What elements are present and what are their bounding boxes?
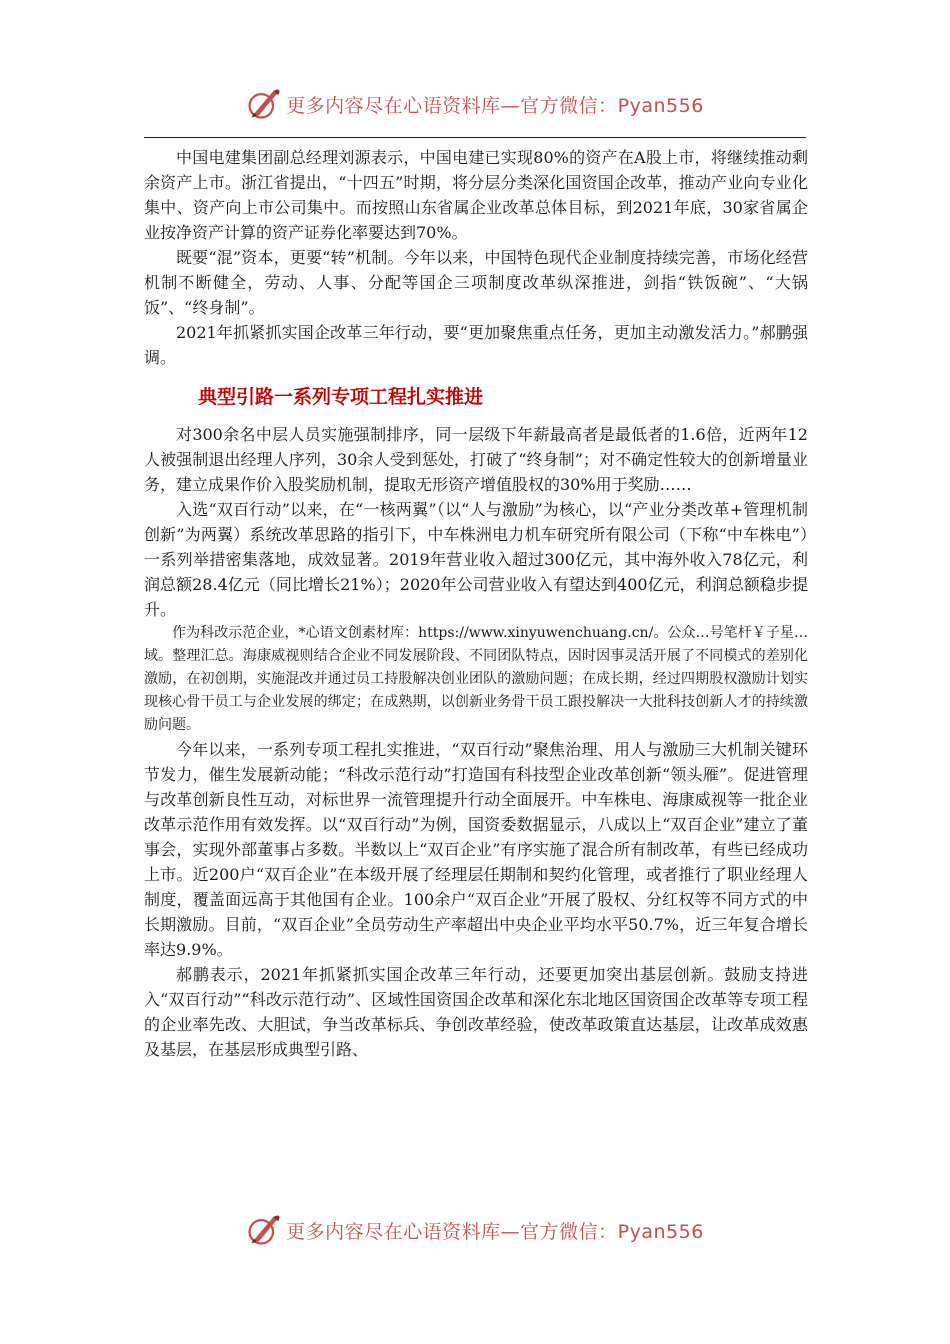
section-heading: 典型引路一系列专项工程扎实推进 bbox=[198, 386, 484, 408]
document-body bbox=[144, 145, 808, 1062]
footer-banner bbox=[0, 1210, 950, 1250]
paragraph: 今年以来，一系列专项工程扎实推进，“双百行动”聚焦治理、用人与激励三大机制关键环节发力，催生发展新动能；“科改示范行动”打造国有科技型企业改革创新“领头雁”。促进管理与改革创新良性互动，对标世界一流管理提升行动全面展开。中车株电、海康威视等一批企业改革示范作用有效发挥。以“双百行动”为例，国资委数据显示，八成以上“双百企业”建立了董事会，实现外部董事占多数。半数以上“双百企业”有序实施了混合所有制改革，有些已经成功上市。近200户“双百企业”在本级开展了经理层任期制和契约化管理，或者推行了职业经理人制度，覆盖面远高于其他国有企业。100余户“双百企业”开展了股权、分红权等不同方式的中长期激励。目前，“双百企业”全员劳动生产率超出中央企业平均水平50.7%，近三年复合增长率达9.9%。 bbox=[144, 740, 808, 959]
header-divider bbox=[144, 137, 806, 138]
paragraph: 既要“混”资本，更要“转”机制。今年以来，中国特色现代企业制度持续完善，市场化经营机制不断健全，劳动、人事、分配等国企三项制度改革纵深推进，剑指“铁饭碗”、“大锅饭”、“终身制”。 bbox=[144, 248, 808, 317]
quill-pen-logo-icon bbox=[246, 86, 282, 122]
paragraph: 2021年抓紧抓实国企改革三年行动，要“更加聚焦重点任务，更加主动激发活力。”郝鹏强调。 bbox=[144, 323, 808, 367]
banner-text: 更多内容尽在心语资料库—官方微信：Pyan556 bbox=[286, 94, 704, 117]
paragraph: 对300余名中层人员实施强制排序，同一层级下年薪最高者是最低者的1.6倍，近两年12人被强制退出经理人序列，30余人受到惩处，打破了“终身制”；对不确定性较大的创新增量业务，建立成果作价入股奖励机制，提取无形资产增值股权的30%用于奖励…… bbox=[144, 425, 808, 494]
paragraph: 郝鹏表示，2021年抓紧抓实国企改革三年行动，还要更加突出基层创新。鼓励支持进入“双百行动”“科改示范行动”、区域性国资国企改革和深化东北地区国资国企改革等专项工程的企业率先改、大胆试，争当改革标兵、争创改革经验，使改革政策直达基层，让改革成效惠及基层，在基层形成典型引路、 bbox=[144, 965, 808, 1059]
paragraph: 中国电建集团副总经理刘源表示，中国电建已实现80%的资产在A股上市，将继续推动剩余资产上市。浙江省提出，“十四五”时期，将分层分类深化国资国企改革，推动产业向专业化集中、资产向上市公司集中。而按照山东省属企业改革总体目标，到2021年底，30家省属企业按净资产计算的资产证券化率要达到70%。 bbox=[144, 148, 808, 242]
quill-pen-logo-icon bbox=[246, 1212, 282, 1248]
paragraph: 入选“双百行动”以来，在“一核两翼”（以“人与激励”为核心，以“产业分类改革+管理机制创新”为两翼）系统改革思路的指引下，中车株洲电力机车研究所有限公司（下称“中车株电”）一系列举措密集落地，成效显著。2019年营业收入超过300亿元，其中海外收入78亿元，利润总额28.4亿元（同比增长21%）；2020年公司营业收入有望达到400亿元，利润总额稳步提升。 bbox=[144, 500, 808, 619]
note-paragraph: 作为科改示范企业，*心语文创素材库：https://www.xinyuwenchuang.cn/。公众…号笔杆￥子星…域。整理汇总。海康威视则结合企业不同发展阶段、不同团队特点，因时因事灵活开展了不同模式的差别化激励，在初创期，实施混改并通过员工持股解决创业团队的激励问题；在成长期，经过四期股权激励计划实现核心骨干员工与企业发展的绑定；在成熟期，以创新业务骨干员工跟投解决一大批科技创新人才的持续激励问题。 bbox=[144, 625, 808, 733]
header-banner bbox=[0, 84, 950, 124]
banner-text: 更多内容尽在心语资料库—官方微信：Pyan556 bbox=[286, 1220, 704, 1243]
